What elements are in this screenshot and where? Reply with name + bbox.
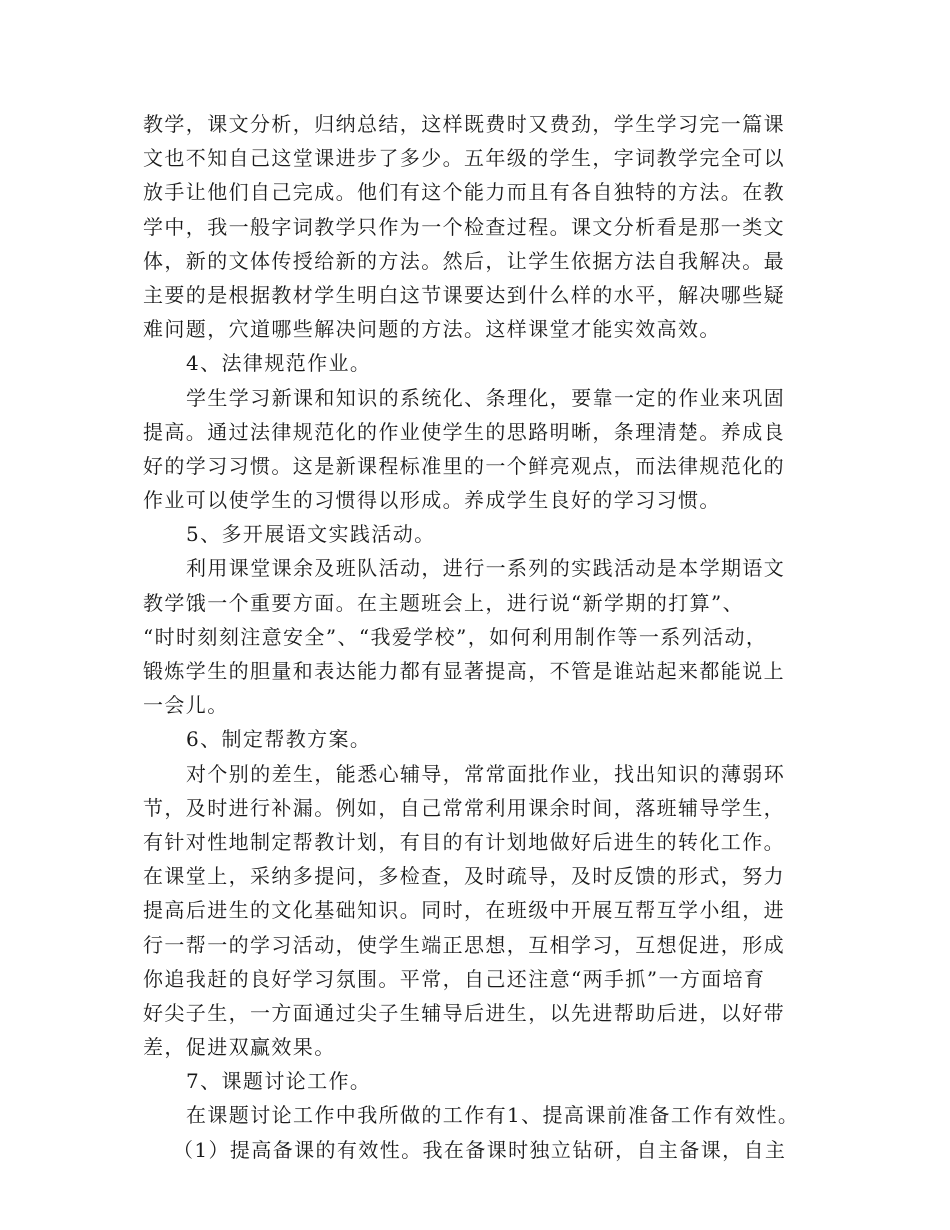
text-line: 你追我赶的良好学习氛围。平常，自己还注意“两手抓”一方面培育 (143, 966, 766, 991)
text-line: 差，促进双赢效果。 (143, 1035, 336, 1060)
text-line: 利用课堂课余及班队活动，进行一系列的实践活动是本学期语文 (186, 556, 786, 581)
text-line: 好的学习习惯。这是新课程标准里的一个鲜亮观点，而法律规范化的 (143, 453, 785, 478)
text-line: 提高后进生的文化基础知识。同时，在班级中开展互帮互学小组，进 (143, 898, 785, 923)
text-line: 对个别的差生，能悉心辅导，常常面批作业，找出知识的薄弱环 (186, 761, 786, 786)
text-line: 作业可以使学生的习惯得以形成。养成学生良好的学习习惯。 (143, 488, 721, 513)
text-line: 6、制定帮教方案。 (186, 727, 372, 752)
text-line: 主要的是根据教材学生明白这节课要达到什么样的水平，解决哪些疑 (143, 282, 785, 307)
text-line: 教学饿一个重要方面。在主题班会上，进行说“新学期的打算”、 (143, 590, 745, 615)
text-line: 行一帮一的学习活动，使学生端正思想，互相学习，互想促进，形成 (143, 932, 785, 957)
text-line: 教学，课文分析，归纳总结，这样既费时又费劲，学生学习完一篇课 (143, 112, 785, 136)
text-line: 放手让他们自己完成。他们有这个能力而且有各自独特的方法。在教 (143, 180, 785, 205)
text-line: 在课堂上，采纳多提问，多检查，及时疏导，及时反馈的形式，努力 (143, 864, 785, 889)
text-line: （1）提高备课的有效性。我在备课时独立钻研，自主备课，自主 (173, 1137, 787, 1162)
text-line: 好尖子生，一方面通过尖子生辅导后进生，以先进帮助后进，以好带 (143, 1000, 785, 1025)
text-line: 一会儿。 (143, 693, 229, 718)
text-line: 7、课题讨论工作。 (186, 1069, 372, 1094)
text-line: 学生学习新课和知识的系统化、条理化，要靠一定的作业来巩固 (186, 385, 786, 410)
text-line: 文也不知自己这堂课进步了多少。五年级的学生，字词教学完全可以 (143, 146, 785, 171)
text-line: 有针对性地制定帮教计划，有目的有计划地做好后进生的转化工作。 (143, 829, 785, 854)
text-line: 体，新的文体传授给新的方法。然后，让学生依据方法自我解决。最 (143, 248, 785, 273)
text-line: 4、法律规范作业。 (186, 351, 372, 376)
text-line: 5、多开展语文实践活动。 (186, 522, 436, 547)
text-line: 节，及时进行补漏。例如，自己常常利用课余时间，落班辅导学生， (143, 795, 785, 820)
text-line: 提高。通过法律规范化的作业使学生的思路明晰，条理清楚。养成良 (143, 419, 785, 444)
document-body (143, 107, 803, 1167)
text-line: 学中，我一般字词教学只作为一个检查过程。课文分析看是那一类文 (143, 214, 785, 239)
text-line: 锻炼学生的胆量和表达能力都有显著提高，不管是谁站起来都能说上 (143, 659, 785, 683)
text-line: 在课题讨论工作中我所做的工作有1、提高课前准备工作有效性。 (186, 1103, 800, 1128)
text-line: “时时刻刻注意安全”、“我爱学校”，如何利用制作等一系列活动， (143, 624, 768, 649)
text-line: 难问题，穴道哪些解决问题的方法。这样课堂才能实效高效。 (143, 317, 721, 342)
